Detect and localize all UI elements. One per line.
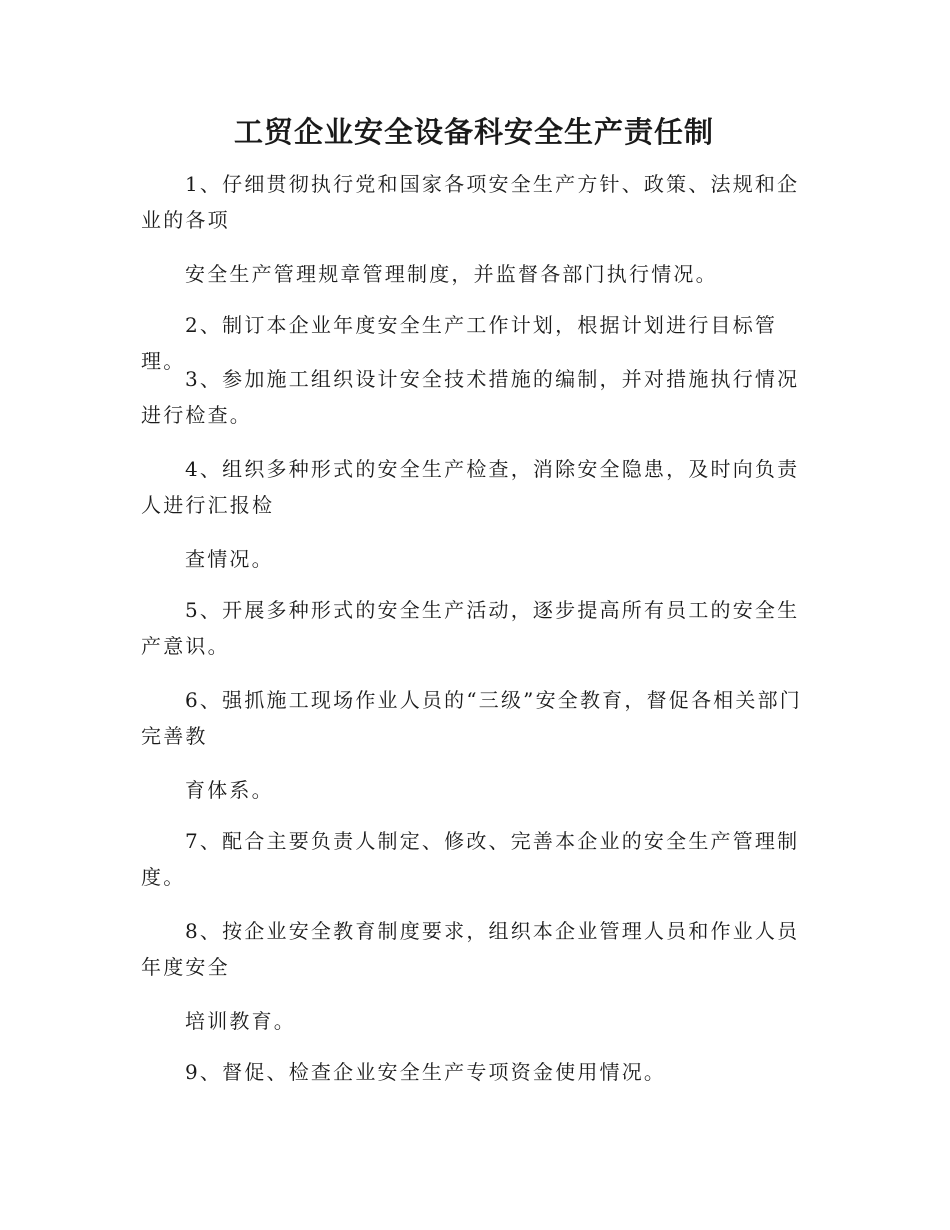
paragraph-3: 3、参加施工组织设计安全技术措施的编制，并对措施执行情况进行检查。 (141, 367, 800, 427)
document-title: 工贸企业安全设备科安全生产责任制 (233, 115, 714, 149)
paragraph-6: 6、强抓施工现场作业人员的“三级”安全教育，督促各相关部门完善教 (141, 688, 802, 748)
paragraph-7: 7、配合主要负责人制定、修改、完善本企业的安全生产管理制度。 (141, 829, 800, 889)
paragraph-4-continued: 查情况。 (185, 547, 274, 571)
paragraph-8: 8、按企业安全教育制度要求，组织本企业管理人员和作业人员年度安全 (141, 919, 800, 979)
paragraph-9: 9、督促、检查企业安全生产专项资金使用情况。 (185, 1060, 667, 1084)
paragraph-6-continued: 育体系。 (185, 778, 274, 802)
paragraph-2: 2、制订本企业年度安全生产工作计划，根据计划进行目标管理。 (141, 313, 778, 373)
paragraph-1: 1、仔细贯彻执行党和国家各项安全生产方针、政策、法规和企业的各项 (141, 172, 800, 232)
paragraph-1-continued: 安全生产管理规章管理制度，并监督各部门执行情况。 (185, 262, 718, 286)
paragraph-8-continued: 培训教育。 (185, 1009, 296, 1033)
paragraph-5: 5、开展多种形式的安全生产活动，逐步提高所有员工的安全生产意识。 (141, 598, 800, 658)
paragraph-4: 4、组织多种形式的安全生产检查，消除安全隐患，及时向负责人进行汇报检 (141, 457, 800, 517)
